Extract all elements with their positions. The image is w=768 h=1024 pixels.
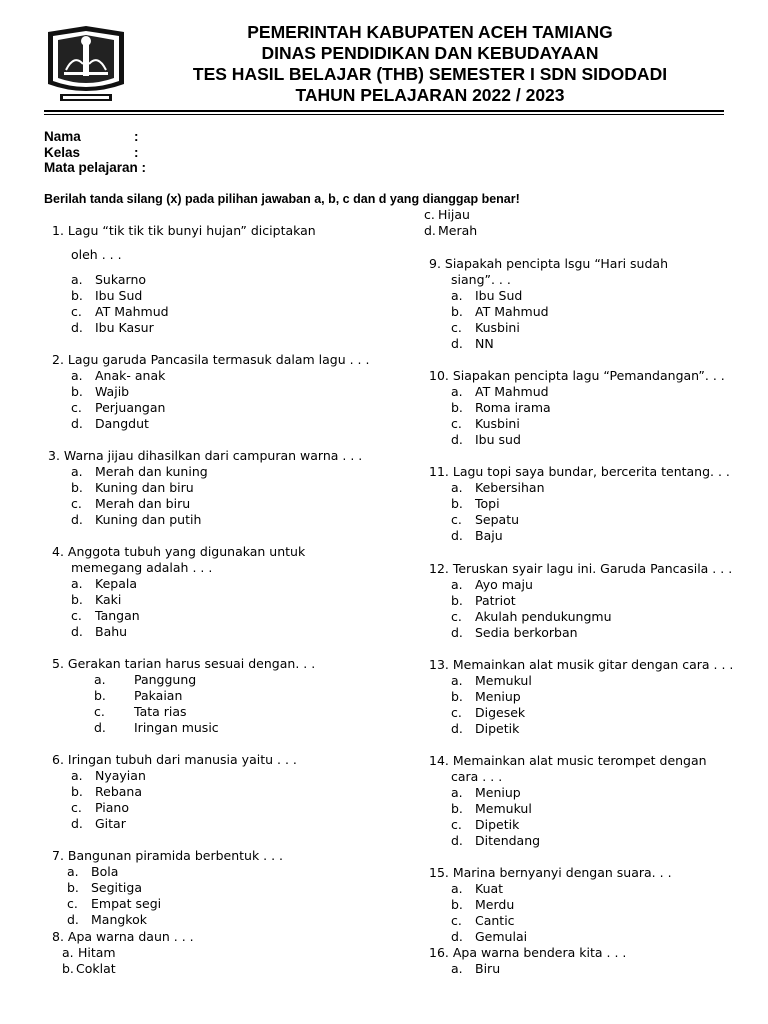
option-13a: a. Memukul [451,673,532,688]
option-5b: b. Pakaian [94,688,183,703]
option-8d: d. Merah [424,223,478,238]
header-line-3: TES HASIL BELAJAR (THB) SEMESTER I SDN SIDODADI [192,64,668,84]
option-9b: b. AT Mahmud [451,304,549,319]
option-6d: d. Gitar [71,816,126,831]
name-colon: : [134,129,139,144]
question-9-text: 9. Siapakah pencipta lsgu “Hari sudah [429,256,669,271]
option-4a: a. Kepala [71,576,137,591]
option-3b: b. Kuning dan biru [71,480,194,495]
option-1c: c. AT Mahmud [71,304,169,319]
question-14-text-cont: cara . . . [451,769,503,784]
option-2c: c. Perjuangan [71,400,166,415]
option-5a: a. Panggung [94,672,197,687]
option-9a: a. Ibu Sud [451,288,523,303]
question-15-text: 15. Marina bernyanyi dengan suara. . . [429,865,672,880]
header-line-1: PEMERINTAH KABUPATEN ACEH TAMIANG [247,22,613,42]
instruction-text: Berilah tanda silang (x) pada pilihan jawaban a, b, c dan d yang dianggap benar! [44,192,520,206]
header-line-4: TAHUN PELAJARAN 2022 / 2023 [295,85,565,105]
question-8-text: 8. Apa warna daun . . . [52,929,194,944]
option-12d: d. Sedia berkorban [451,625,578,640]
option-7d: d. Mangkok [67,912,147,927]
option-3d: d. Kuning dan putih [71,512,202,527]
option-7b: b. Segitiga [67,880,143,895]
option-15d: d. Gemulai [451,929,528,944]
option-10b: b. Roma irama [451,400,551,415]
question-6-text: 6. Iringan tubuh dari manusia yaitu . . . [52,752,297,767]
option-4d: d. Bahu [71,624,128,639]
option-15a: a. Kuat [451,881,504,896]
option-13c: c. Digesek [451,705,526,720]
option-4c: c. Tangan [71,608,140,623]
option-1b: b. Ibu Sud [71,288,143,303]
option-14d: d. Ditendang [451,833,541,848]
question-2-text: 2. Lagu garuda Pancasila termasuk dalam lagu . . . [52,352,370,367]
class-colon: : [134,144,139,160]
regency-emblem-icon [44,24,128,104]
question-10-text: 10. Siapakan pencipta lagu “Pemandangan”. . . [429,368,725,383]
option-2b: b. Wajib [71,384,130,399]
option-13b: b. Meniup [451,689,521,704]
option-7c: c. Empat segi [67,896,162,911]
option-8b: b. Coklat [62,961,116,976]
option-9d: d. NN [451,336,494,351]
option-6a: a. Nyayian [71,768,146,783]
question-5-text: 5. Gerakan tarian harus sesuai dengan. . . [52,656,316,671]
option-6b: b. Rebana [71,784,142,799]
name-row [44,129,146,145]
option-10d: d. Ibu sud [451,432,521,447]
option-8a: a. Hitam [62,945,116,960]
question-7-text: 7. Bangunan piramida berbentuk . . . [52,848,284,863]
option-14b: b. Memukul [451,801,532,816]
name-label: Nama [44,129,81,144]
option-11b: b. Topi [451,496,500,511]
header-divider-thick [44,110,724,112]
option-15c: c. Cantic [451,913,515,928]
question-14-text: 14. Memainkan alat music terompet dengan [429,753,707,768]
option-4b: b. Kaki [71,592,122,607]
option-12c: c. Akulah pendukungmu [451,609,612,624]
option-3c: c. Merah dan biru [71,496,191,511]
student-identity [44,129,146,176]
option-5d: d. Iringan music [94,720,219,735]
question-1-text-cont: oleh . . . [71,247,122,262]
option-12b: b. Patriot [451,593,516,608]
question-11-text: 11. Lagu topi saya bundar, bercerita tentang. . . [429,464,730,479]
question-4-text: 4. Anggota tubuh yang digunakan untuk [52,544,306,559]
option-9c: c. Kusbini [451,320,520,335]
option-6c: c. Piano [71,800,129,815]
option-13d: d. Dipetik [451,721,520,736]
header-divider-thin [44,114,724,115]
option-16a: a. Biru [451,961,501,976]
option-11c: c. Sepatu [451,512,520,527]
question-13-text: 13. Memainkan alat musik gitar dengan cara . . . [429,657,734,672]
question-12-text: 12. Teruskan syair lagu ini. Garuda Pancasila . . . [429,561,733,576]
document-header [0,0,768,118]
option-3a: a. Merah dan kuning [71,464,208,479]
question-3-text: 3. Warna jijau dihasilkan dari campuran warna . . . [48,448,363,463]
option-14a: a. Meniup [451,785,521,800]
option-10a: a. AT Mahmud [451,384,549,399]
question-1-text: 1. Lagu “tik tik tik bunyi hujan” diciptakan [52,223,316,238]
class-label: Kelas [44,144,81,160]
option-7a: a. Bola [67,864,119,879]
option-2d: d. Dangdut [71,416,149,431]
question-4-text-cont: memegang adalah . . . [71,560,213,575]
option-15b: b. Merdu [451,897,515,912]
subject-row [44,160,146,176]
option-1d: d. Ibu Kasur [71,320,154,335]
question-9-text-cont: siang”. . . [451,272,511,287]
option-1a: a. Sukarno [71,272,147,287]
option-11d: d. Baju [451,528,503,543]
option-14c: c. Dipetik [451,817,520,832]
question-16-text: 16. Apa warna bendera kita . . . [429,945,627,960]
class-row [44,145,146,161]
header-line-2: DINAS PENDIDIKAN DAN KEBUDAYAAN [261,43,599,63]
subject-label: Mata pelajaran : [44,160,147,175]
option-10c: c. Kusbini [451,416,520,431]
option-8c: c. Hijau [424,207,470,222]
option-11a: a. Kebersihan [451,480,545,495]
header-titles [130,22,730,106]
option-12a: a. Ayo maju [451,577,533,592]
option-5c: c. Tata rias [94,704,187,719]
option-2a: a. Anak- anak [71,368,166,383]
